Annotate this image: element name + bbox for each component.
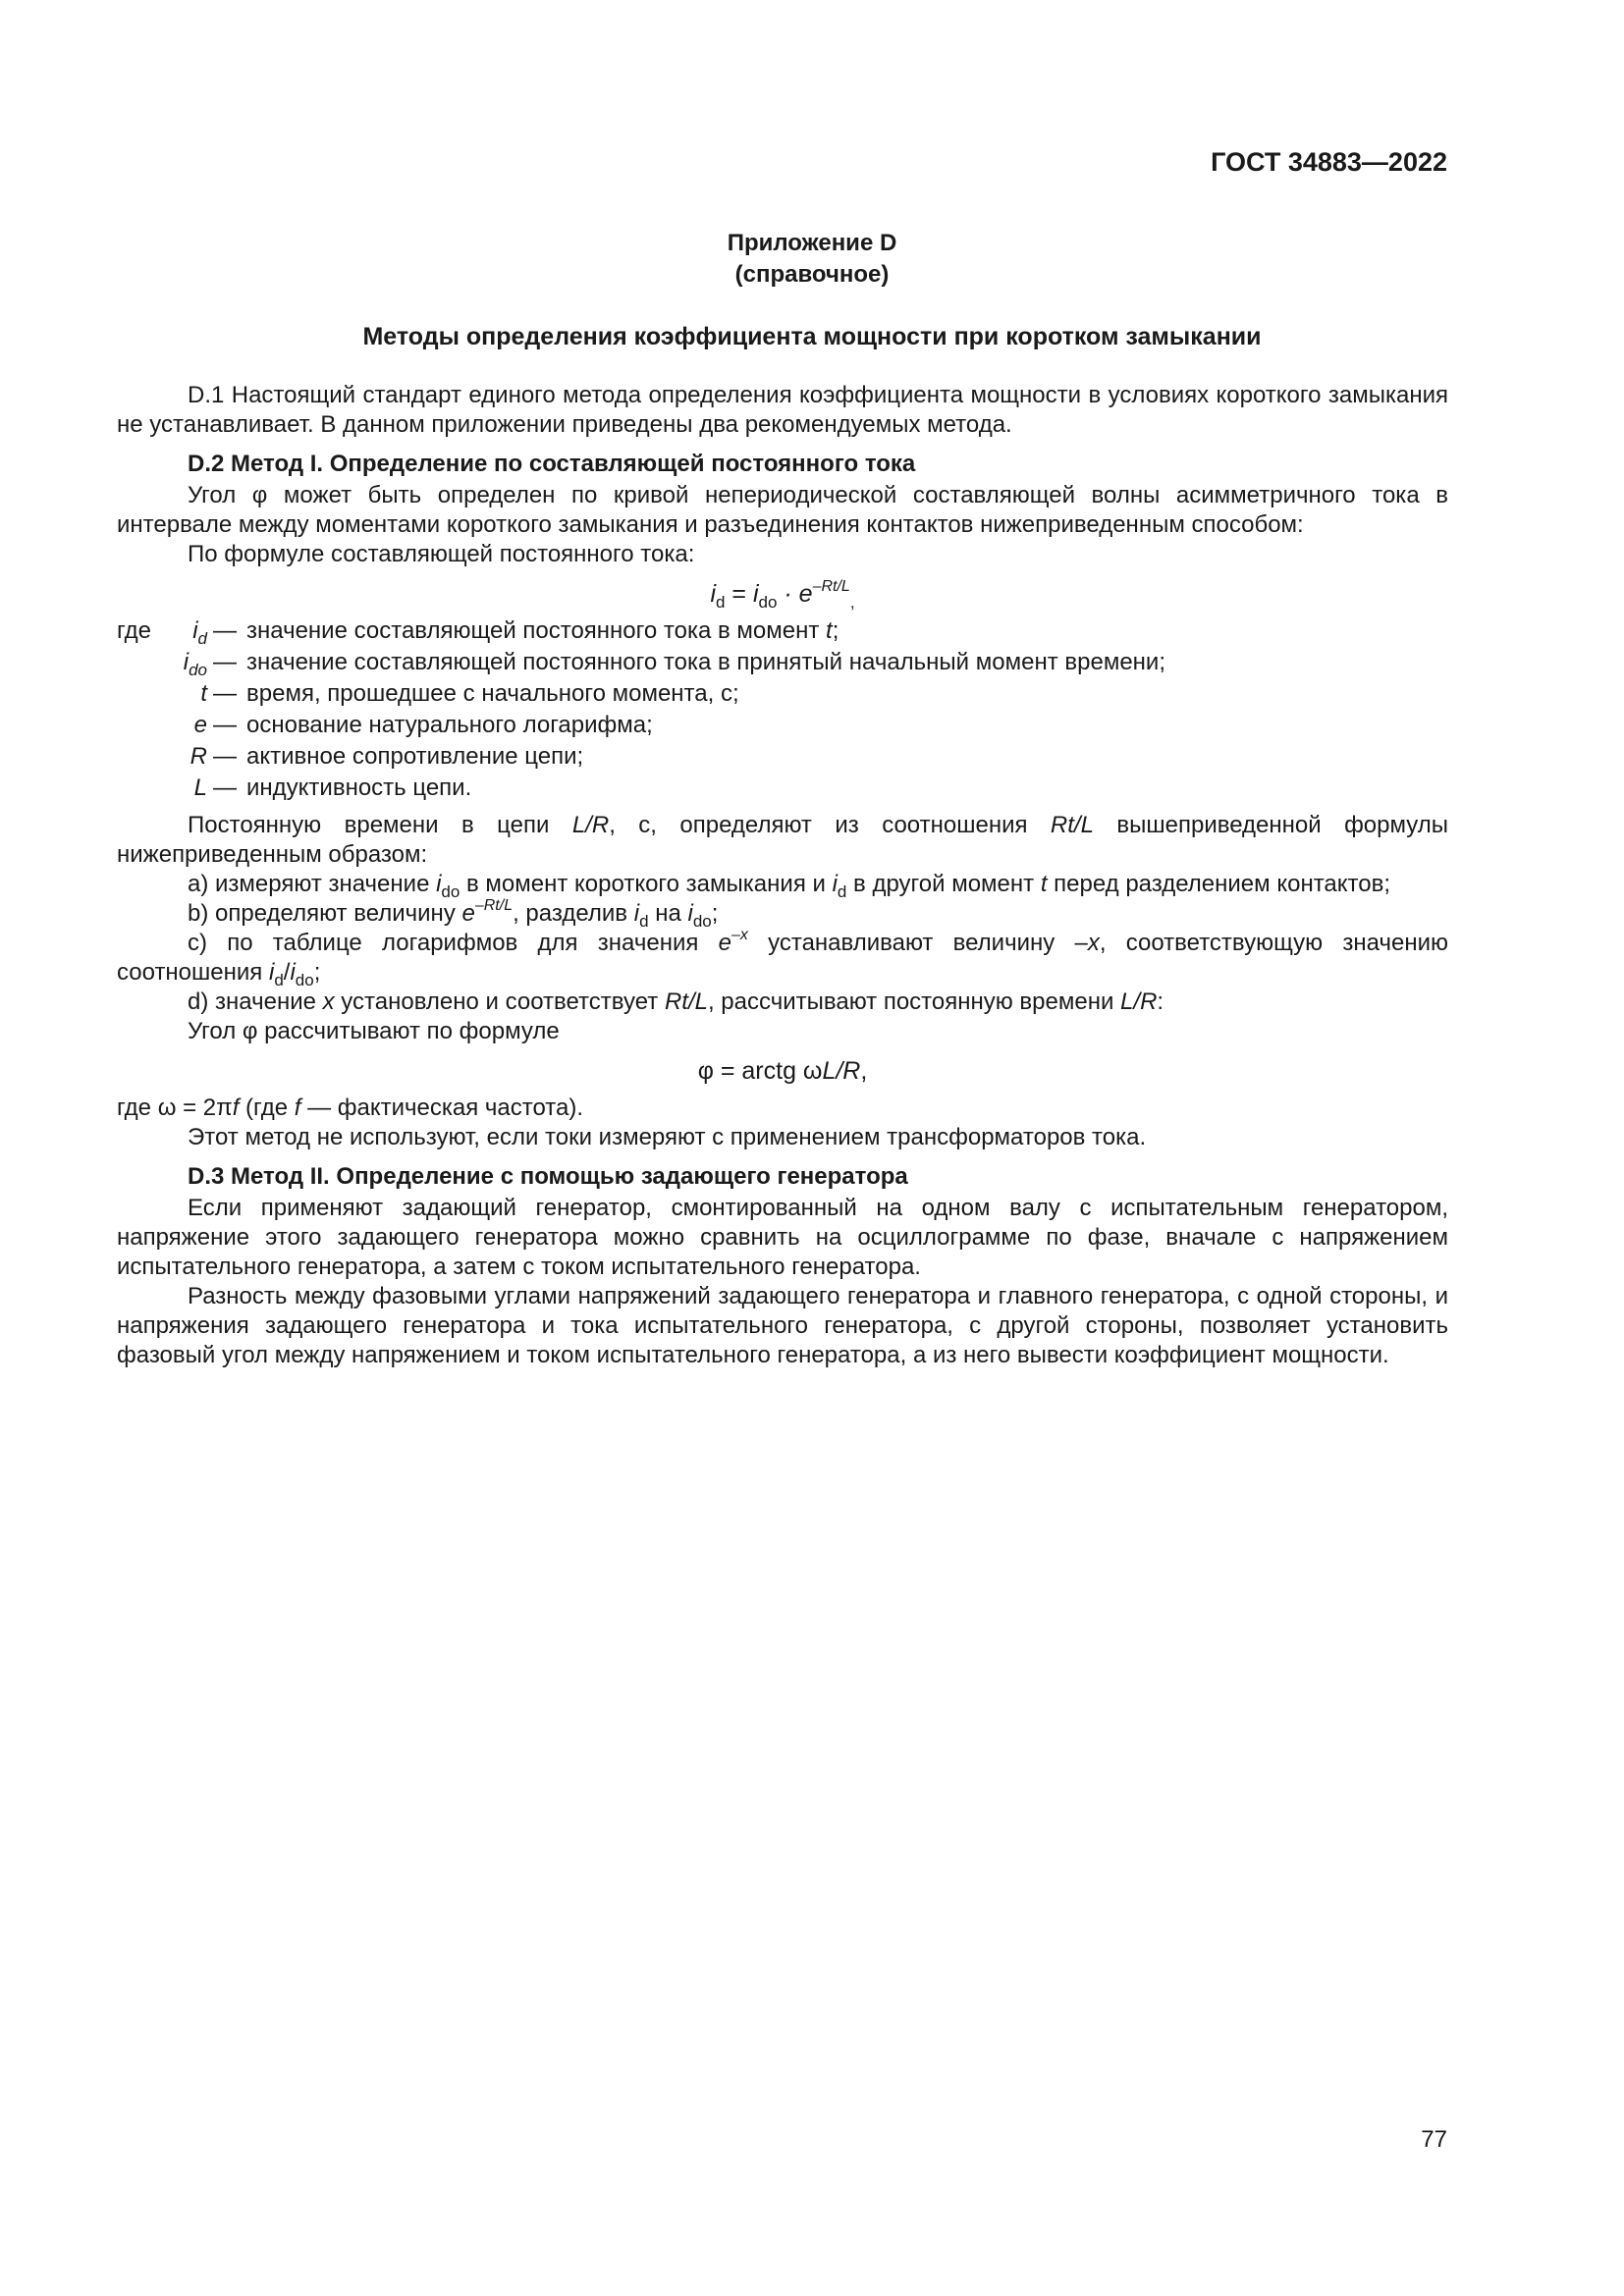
formula-eq: = — [725, 580, 753, 608]
definition-dash: — — [213, 617, 237, 644]
definition-text: индуктивность цепи. — [246, 774, 472, 801]
page-number: 77 — [1421, 2126, 1447, 2153]
definition-symbol: t — [200, 680, 207, 707]
definition-text: основание натурального логарифма; — [246, 712, 653, 738]
formula-lhs: i — [710, 580, 716, 608]
definition-text: время, прошедшее с начального момента, с; — [246, 680, 739, 707]
paragraph-method-note: Этот метод не используют, если токи измеряют с применением трансформаторов тока. — [188, 1124, 1147, 1150]
formula-dc-component — [117, 578, 1448, 612]
definition-text: значение составляющей постоянного тока в принятый начальный момент времени; — [246, 649, 1165, 675]
definition-symbol: L — [193, 774, 207, 801]
paragraph-d2-1: Угол φ может быть определен по кривой непериодической составляющей волны асимметричного тока в интервале между моментами короткого замыкания и разъединения контактов нижеприведенным способом: — [117, 482, 1448, 538]
definition-row — [117, 711, 1448, 742]
definition-dash: — — [213, 649, 237, 675]
definition-row — [117, 679, 1448, 711]
definitions-list — [117, 616, 1448, 805]
formula-exponent: –Rt/L — [812, 578, 850, 595]
definition-dash: — — [213, 680, 237, 707]
paragraph-d3-2: Разность между фазовыми углами напряжений задающего генератора и главного генератора, с одной стороны, и напряжения задающего генератора и тока испытательного генератора, с другой стороны, позволяет установить фазовый угол между напряжением и током испытательного генератора, а из него вывести коэффициент мощности. — [117, 1283, 1448, 1368]
section-d3-heading: D.3 Метод II. Определение с помощью задающего генератора — [188, 1163, 908, 1190]
definition-row — [117, 616, 1448, 648]
list-item-c: c) по таблице логарифмов для значения $e^{-x}$ устанавливают величину –x, соответствующую значению соотношения $i_d/i_{do}$; — [117, 927, 1448, 989]
definition-dash: — — [213, 774, 237, 801]
definition-text: значение составляющей постоянного тока в момент t; — [246, 617, 839, 644]
annex-heading — [0, 228, 1624, 291]
definition-text: активное сопротивление цепи; — [246, 743, 584, 770]
formula-r1-sub: do — [758, 593, 778, 612]
section-d2-heading: D.2 Метод I. Определение по составляющей постоянного тока — [188, 451, 916, 477]
paragraph-d3-1: Если применяют задающий генератор, смонтированный на одном валу с испытательным генератором, напряжение этого задающего генератора можно сравнить на осциллограмме по фазе, вначале с напряжением испытательного генератора, а затем с током испытательного генератора. — [117, 1195, 1448, 1280]
formula-lhs-sub: d — [716, 593, 726, 612]
formula-phase-angle: φ = arctg ωL/R, — [697, 1057, 868, 1085]
paragraph-omega: где ω = 2πf (где f — фактическая частота). — [117, 1095, 584, 1121]
formula-r1: i — [752, 580, 759, 608]
definition-symbol: R — [189, 743, 207, 770]
paragraph-d1: D.1 Настоящий стандарт единого метода определения коэффициента мощности в условиях короткого замыкания не устанавливает. В данном приложении приведены два рекомендуемых метода. — [117, 382, 1448, 438]
definition-symbol: e — [193, 712, 207, 738]
document-body — [117, 381, 1448, 1370]
definition-row — [117, 742, 1448, 774]
list-item-d: d) значение x установлено и соответствует Rt/L, рассчитывают постоянную времени L/R: — [188, 988, 1164, 1015]
standard-number: ГОСТ 34883—2022 — [1211, 147, 1447, 177]
definition-dash: — — [213, 743, 237, 770]
where-label: где — [117, 617, 152, 644]
paragraph-d2-2: По формуле составляющей постоянного тока: — [188, 541, 695, 567]
formula-exp-base: · e — [777, 580, 813, 608]
paragraph-time-constant: Постоянную времени в цепи L/R, с, определяют из соотношения Rt/L вышеприведенной формулы нижеприведенным образом: — [117, 812, 1449, 868]
paragraph-angle: Угол φ рассчитывают по формуле — [188, 1018, 560, 1044]
document-title: Методы определения коэффициента мощности при коротком замыкании — [362, 323, 1262, 350]
definition-row — [117, 648, 1448, 679]
annex-title: Приложение D — [727, 230, 897, 256]
definition-dash: — — [213, 712, 237, 738]
annex-subtitle: (справочное) — [734, 261, 890, 288]
list-item-a: a) измеряют значение $i_{do}$ в момент короткого замыкания и $i_d$ в другой момент t перед разделением контактов; — [188, 871, 1391, 901]
formula-tail: , — [849, 593, 855, 612]
definition-row — [117, 774, 1448, 805]
list-item-b: b) определяют величину $e^{-Rt/L}$, разделив $i_d$ на $i_{do}$; — [188, 897, 719, 931]
definition-symbol: $i_{do}$ — [183, 649, 207, 679]
definition-symbol: $i_d$ — [192, 617, 207, 648]
